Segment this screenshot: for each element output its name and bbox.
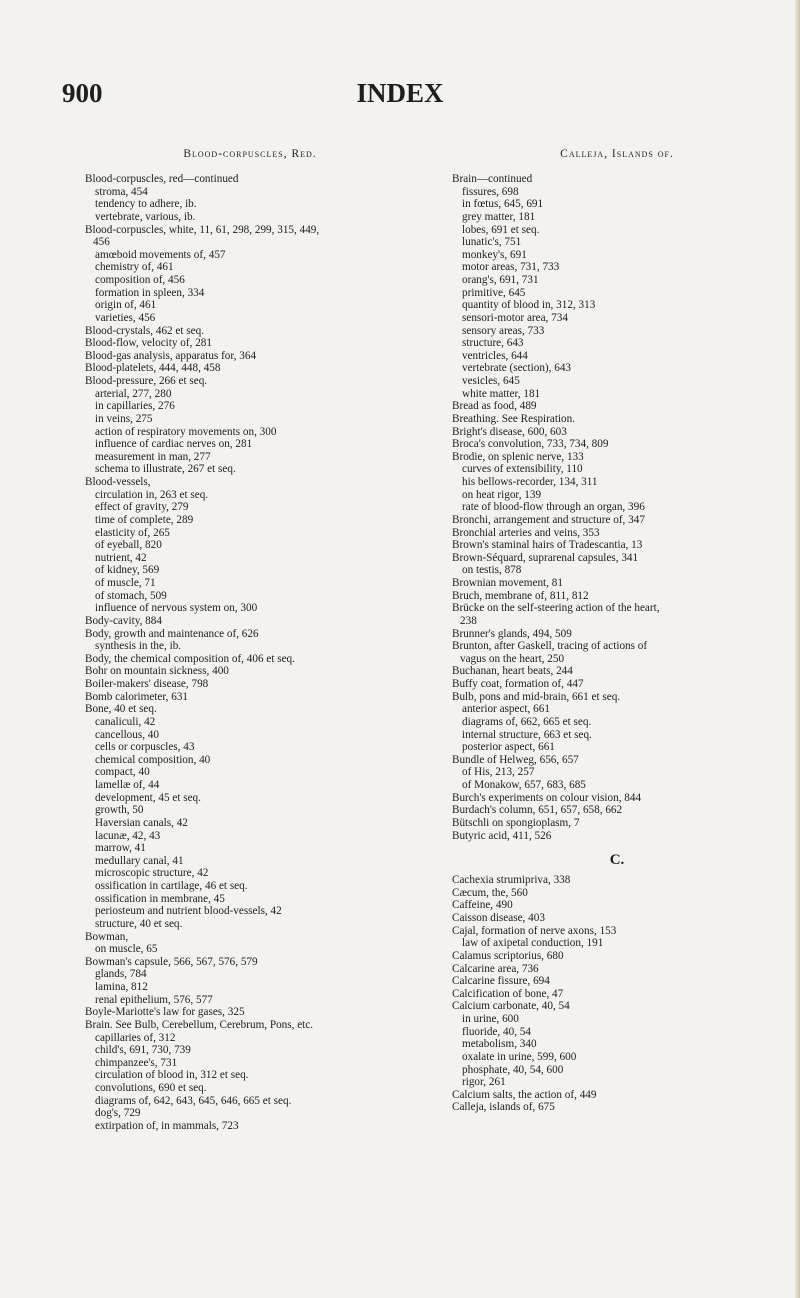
index-entry: Broca's convolution, 733, 734, 809 bbox=[452, 438, 609, 451]
index-entry: ventricles, 644 bbox=[462, 349, 528, 362]
index-entry: of kidney, 569 bbox=[95, 564, 160, 577]
index-entry: measurement in man, 277 bbox=[95, 450, 211, 463]
running-head-left: Blood-corpuscles, Red. bbox=[183, 148, 317, 160]
index-entry: fluoride, 40, 54 bbox=[462, 1025, 531, 1038]
index-entry: Brunton, after Gaskell, tracing of actions of bbox=[452, 640, 648, 653]
index-entry: Brodie, on splenic nerve, 133 bbox=[452, 450, 584, 463]
index-entry: metabolism, 340 bbox=[462, 1038, 537, 1051]
index-entry: Calcium salts, the action of, 449 bbox=[452, 1088, 597, 1101]
index-entry: lobes, 691 et seq. bbox=[462, 223, 540, 236]
index-entry: lamellæ of, 44 bbox=[95, 779, 160, 791]
entry-list-right bbox=[452, 173, 782, 1114]
index-entry: stroma, 454 bbox=[95, 185, 148, 198]
index-entry: renal epithelium, 576, 577 bbox=[95, 993, 213, 1006]
index-entry: in urine, 600 bbox=[462, 1013, 519, 1025]
index-entry: elasticity of, 265 bbox=[95, 526, 170, 539]
index-entry: glands, 784 bbox=[95, 968, 147, 981]
index-entry: Bowman's capsule, 566, 567, 576, 579 bbox=[85, 955, 258, 968]
index-entry: phosphate, 40, 54, 600 bbox=[462, 1063, 564, 1076]
index-entry: Calleja, islands of, 675 bbox=[452, 1101, 555, 1114]
page-edge bbox=[794, 0, 800, 1298]
index-column-left bbox=[85, 145, 415, 1133]
index-entry: Body, the chemical composition of, 406 et seq. bbox=[85, 652, 295, 665]
index-entry: 456 bbox=[93, 236, 110, 249]
index-entry: Bomb calorimeter, 631 bbox=[85, 690, 189, 703]
index-entry: capillaries of, 312 bbox=[95, 1031, 176, 1044]
index-entry: amœboid movements of, 457 bbox=[95, 248, 226, 261]
index-entry: influence of cardiac nerves on, 281 bbox=[95, 438, 253, 451]
index-entry: Burch's experiments on colour vision, 844 bbox=[452, 791, 642, 804]
index-entry: effect of gravity, 279 bbox=[95, 501, 189, 514]
index-entry: of muscle, 71 bbox=[95, 577, 156, 589]
index-entry: Bulb, pons and mid-brain, 661 et seq. bbox=[452, 690, 621, 703]
index-entry: vertebrate (section), 643 bbox=[462, 362, 572, 375]
index-entry: of stomach, 509 bbox=[95, 589, 167, 602]
index-entry: formation in spleen, 334 bbox=[95, 286, 205, 299]
index-entry: in capillaries, 276 bbox=[95, 400, 175, 413]
index-entry: on muscle, 65 bbox=[95, 943, 158, 956]
index-entry: Bone, 40 et seq. bbox=[85, 703, 157, 716]
index-entry: Calcium carbonate, 40, 54 bbox=[452, 1000, 570, 1013]
index-entry: motor areas, 731, 733 bbox=[462, 261, 560, 274]
index-entry: Bronchi, arrangement and structure of, 347 bbox=[452, 513, 645, 526]
index-entry: Cachexia strumipriva, 338 bbox=[452, 874, 571, 887]
index-entry: orang's, 691, 731 bbox=[462, 274, 539, 286]
index-entry: lamina, 812 bbox=[95, 981, 148, 993]
index-entry: Body, growth and maintenance of, 626 bbox=[85, 627, 259, 640]
index-entry: Calcarine fissure, 694 bbox=[452, 975, 550, 988]
index-entry: diagrams of, 662, 665 et seq. bbox=[462, 715, 592, 728]
index-entry: vesicles, 645 bbox=[462, 375, 520, 387]
index-entry: in veins, 275 bbox=[95, 412, 153, 425]
index-entry: circulation in, 263 et seq. bbox=[95, 488, 209, 501]
index-entry: Boyle-Mariotte's law for gases, 325 bbox=[85, 1006, 245, 1019]
index-entry: time of complete, 289 bbox=[95, 513, 194, 526]
index-entry: Blood-corpuscles, red—continued bbox=[85, 173, 239, 185]
index-entry: chemical composition, 40 bbox=[95, 753, 211, 766]
index-entry: of His, 213, 257 bbox=[462, 766, 535, 779]
index-entry: periosteum and nutrient blood-vessels, 42 bbox=[95, 905, 282, 918]
index-entry: cancellous, 40 bbox=[95, 728, 159, 741]
index-entry: his bellows-recorder, 134, 311 bbox=[462, 476, 598, 488]
index-entry: medullary canal, 41 bbox=[95, 854, 184, 867]
index-entry: 238 bbox=[460, 614, 477, 627]
index-entry: on testis, 878 bbox=[462, 564, 522, 577]
index-entry: Brain. See Bulb, Cerebellum, Cerebrum, Pons, etc. bbox=[85, 1018, 314, 1031]
index-entry: tendency to adhere, ib. bbox=[95, 198, 197, 211]
index-entry: Cajal, formation of nerve axons, 153 bbox=[452, 924, 617, 937]
index-entry: of Monakow, 657, 683, 685 bbox=[462, 779, 586, 791]
index-entry: monkey's, 691 bbox=[462, 248, 527, 261]
index-entry: Brownian movement, 81 bbox=[452, 577, 563, 589]
index-entry: Brown's staminal hairs of Tradescantia, 13 bbox=[452, 539, 643, 552]
index-entry: on heat rigor, 139 bbox=[462, 488, 542, 501]
index-entry: compact, 40 bbox=[95, 766, 150, 779]
index-entry: diagrams of, 642, 643, 645, 646, 665 et seq. bbox=[95, 1094, 292, 1107]
index-entry: child's, 691, 730, 739 bbox=[95, 1044, 191, 1057]
index-entry: Breathing. See Respiration. bbox=[452, 412, 576, 425]
index-entry: Bütschli on spongioplasm, 7 bbox=[452, 816, 580, 829]
index-entry: development, 45 et seq. bbox=[95, 791, 201, 804]
index-entry: law of axipetal conduction, 191 bbox=[462, 937, 604, 950]
index-entry: rigor, 261 bbox=[462, 1076, 506, 1089]
index-entry: anterior aspect, 661 bbox=[462, 703, 550, 716]
index-entry: Blood-vessels, bbox=[85, 476, 151, 488]
index-entry: origin of, 461 bbox=[95, 299, 157, 312]
index-entry: Calamus scriptorius, 680 bbox=[452, 949, 564, 962]
page-title: INDEX bbox=[356, 78, 444, 108]
index-entry: rate of blood-flow through an organ, 396 bbox=[462, 501, 645, 514]
index-entry: microscopic structure, 42 bbox=[95, 867, 209, 880]
index-entry: convolutions, 690 et seq. bbox=[95, 1082, 207, 1094]
index-entry: Body-cavity, 884 bbox=[85, 614, 162, 627]
index-entry: curves of extensibility, 110 bbox=[462, 463, 583, 476]
index-entry: Calcarine area, 736 bbox=[452, 962, 539, 975]
index-entry: Haversian canals, 42 bbox=[95, 816, 188, 829]
index-entry: Blood-corpuscles, white, 11, 61, 298, 299, 315, 449, bbox=[85, 223, 320, 236]
index-entry: influence of nervous system on, 300 bbox=[95, 602, 258, 615]
index-entry: Brown-Séquard, suprarenal capsules, 341 bbox=[452, 551, 639, 564]
index-entry: Bright's disease, 600, 603 bbox=[452, 425, 567, 438]
index-entry: arterial, 277, 280 bbox=[95, 387, 172, 400]
index-entry: nutrient, 42 bbox=[95, 551, 147, 564]
index-entry: action of respiratory movements on, 300 bbox=[95, 425, 277, 438]
index-entry: ossification in cartilage, 46 et seq. bbox=[95, 880, 248, 892]
index-entry: Bread as food, 489 bbox=[452, 400, 537, 413]
index-entry: Bowman, bbox=[85, 930, 129, 943]
index-entry: Cæcum, the, 560 bbox=[452, 886, 528, 899]
index-entry: circulation of blood in, 312 et seq. bbox=[95, 1069, 249, 1082]
index-entry: Buffy coat, formation of, 447 bbox=[452, 678, 584, 690]
index-entry: composition of, 456 bbox=[95, 274, 185, 286]
index-entry: white matter, 181 bbox=[462, 387, 541, 400]
index-entry: structure, 643 bbox=[462, 337, 524, 350]
index-entry: Blood-crystals, 462 et seq. bbox=[85, 324, 205, 337]
index-entry: chimpanzee's, 731 bbox=[95, 1056, 178, 1069]
index-entry: Bruch, membrane of, 811, 812 bbox=[452, 589, 589, 602]
index-entry: Brücke on the self-steering action of the heart, bbox=[452, 602, 660, 615]
index-entry: primitive, 645 bbox=[462, 286, 526, 299]
index-entry: quantity of blood in, 312, 313 bbox=[462, 299, 596, 312]
index-entry: vagus on the heart, 250 bbox=[460, 652, 565, 665]
index-entry: extirpation of, in mammals, 723 bbox=[95, 1119, 239, 1132]
index-entry: Boiler-makers' disease, 798 bbox=[85, 678, 209, 690]
index-entry: sensory areas, 733 bbox=[462, 324, 545, 337]
index-entry: Caffeine, 490 bbox=[452, 899, 513, 912]
index-column-right bbox=[452, 145, 782, 1114]
index-entry: lacunæ, 42, 43 bbox=[95, 829, 161, 842]
index-entry: Burdach's column, 651, 657, 658, 662 bbox=[452, 804, 623, 817]
running-head-right: Calleja, Islands of. bbox=[560, 148, 674, 160]
index-entry: cells or corpuscles, 43 bbox=[95, 741, 195, 754]
entry-list-left bbox=[85, 173, 415, 1133]
index-entry: Bundle of Helweg, 656, 657 bbox=[452, 753, 579, 766]
index-entry: of eyeball, 820 bbox=[95, 539, 162, 552]
index-entry: posterior aspect, 661 bbox=[462, 741, 555, 754]
index-entry: internal structure, 663 et seq. bbox=[462, 728, 592, 741]
index-entry: canaliculi, 42 bbox=[95, 715, 156, 728]
index-entry: sensori-motor area, 734 bbox=[462, 311, 568, 324]
index-entry: structure, 40 et seq. bbox=[95, 917, 183, 930]
index-entry: Butyric acid, 411, 526 bbox=[452, 829, 552, 842]
index-entry: chemistry of, 461 bbox=[95, 261, 174, 274]
index-entry: growth, 50 bbox=[95, 804, 144, 817]
index-entry: Bronchial arteries and veins, 353 bbox=[452, 526, 600, 539]
index-entry: lunatic's, 751 bbox=[462, 236, 522, 249]
section-letter: C. bbox=[609, 852, 625, 869]
index-entry: schema to illustrate, 267 et seq. bbox=[95, 463, 236, 476]
index-entry: Calcification of bone, 47 bbox=[452, 987, 564, 1000]
index-entry: Bohr on mountain sickness, 400 bbox=[85, 665, 229, 678]
index-entry: grey matter, 181 bbox=[462, 210, 536, 223]
index-entry: oxalate in urine, 599, 600 bbox=[462, 1050, 577, 1063]
index-entry: Blood-flow, velocity of, 281 bbox=[85, 337, 212, 350]
index-entry: Caisson disease, 403 bbox=[452, 912, 545, 924]
index-entry: vertebrate, various, ib. bbox=[95, 210, 196, 223]
index-entry: Brunner's glands, 494, 509 bbox=[452, 627, 572, 640]
index-entry: Blood-gas analysis, apparatus for, 364 bbox=[85, 349, 257, 362]
index-entry: Buchanan, heart beats, 244 bbox=[452, 665, 573, 678]
index-entry: marrow, 41 bbox=[95, 842, 146, 855]
page-number: 900 bbox=[62, 78, 103, 108]
index-entry: Blood-platelets, 444, 448, 458 bbox=[85, 362, 221, 375]
index-entry: ossification in membrane, 45 bbox=[95, 892, 225, 905]
index-entry: Brain—continued bbox=[452, 173, 533, 185]
index-entry: in fœtus, 645, 691 bbox=[462, 198, 544, 211]
index-entry: synthesis in the, ib. bbox=[95, 640, 182, 653]
index-entry: Blood-pressure, 266 et seq. bbox=[85, 375, 208, 387]
index-entry: varieties, 456 bbox=[95, 311, 156, 324]
index-entry: dog's, 729 bbox=[95, 1107, 141, 1120]
index-entry: fissures, 698 bbox=[462, 185, 519, 198]
